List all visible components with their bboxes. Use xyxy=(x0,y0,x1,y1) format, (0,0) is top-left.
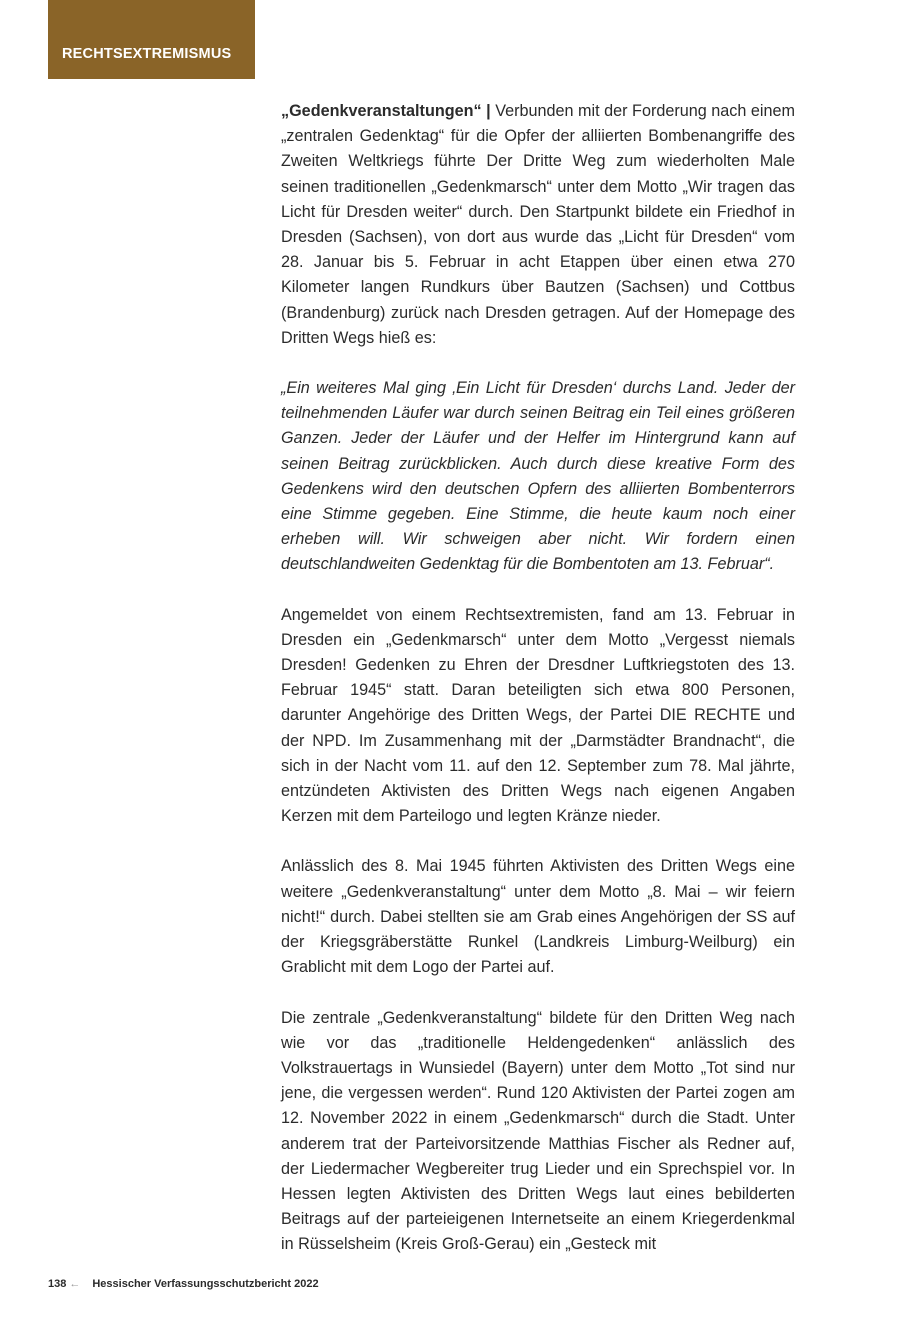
paragraph-gedenkveranstaltungen xyxy=(281,99,795,351)
publication-title: Hessischer Verfassungsschutzbericht 2022 xyxy=(92,1278,319,1290)
paragraph-text: Verbunden mit der Forderung nach einem „zentralen Gedenktag“ für die Opfer der alliierten Bombenangriffe des Zweiten Weltkriegs führte Der Dritte Weg zum wiederholten Male seinen traditionellen „Gedenkmarsch“ unter dem Motto „Wir tragen das Licht für Dresden weiter“ durch. Den Startpunkt bildete ein Friedhof in Dresden (Sachsen), von dort aus wurde das „Licht für Dresden“ vom 28. Januar bis 5. Februar in acht Etappen über einen etwa 270 Kilometer langen Rundkurs über Bautzen (Sachsen) und Cottbus (Brandenburg) zurück nach Dresden getragen. Auf der Homepage des Dritten Wegs hieß es: xyxy=(281,102,795,347)
paragraph-lead: „Gedenkveranstaltungen“ | xyxy=(281,102,491,120)
quote-block: „Ein weiteres Mal ging ‚Ein Licht für Dresden‘ durchs Land. Jeder der teilnehmenden Läufer war durch seinen Beitrag ein Teil eines größeren Ganzen. Jeder der Läufer und der Helfer im Hintergrund kann auf seinen Beitrag zurückblicken. Auch durch diese kreative Form des Gedenkens wird den deutschen Opfern des alliierten Bombenterrors eine Stimme gegeben. Eine Stimme, die heute kaum noch einer erheben will. Wir schweigen aber nicht. Wir fordern einen deutschlandweiten Gedenktag für die Bombentoten am 13. Februar“. xyxy=(281,379,795,574)
paragraph-dresden-march: Angemeldet von einem Rechtsextremisten, fand am 13. Februar in Dresden ein „Gedenkmarsch“ unter dem Motto „Vergesst niemals Dresden! Gedenken zu Ehren der Dresdner Luftkriegstoten des 13. Februar 1945“ statt. Daran beteiligten sich etwa 800 Personen, darunter Angehörige des Dritten Wegs, der Partei DIE RECHTE und der NPD. Im Zusammenhang mit der „Darmstädter Brandnacht“, die sich in der Nacht vom 11. auf den 12. September zum 78. Mal jährte, entzündeten Aktivisten des Dritten Wegs nach eigenen Angaben Kerzen mit dem Parteilogo und legten Kränze nieder. xyxy=(281,605,795,826)
section-title: RECHTSEXTREMISMUS xyxy=(62,46,232,62)
paragraph-8-mai: Anlässlich des 8. Mai 1945 führten Aktivisten des Dritten Wegs eine weitere „Gedenkveranstaltung“ unter dem Motto „8. Mai – wir feiern nicht!“ durch. Dabei stellten sie am Grab eines Angehörigen der SS auf der Kriegsgräberstätte Runkel (Landkreis Limburg-Weilburg) ein Grablicht mit dem Logo der Partei auf. xyxy=(281,857,795,977)
page-number: 138 xyxy=(48,1278,67,1290)
page-footer xyxy=(48,1278,319,1290)
paragraph-heldengedenken: Die zentrale „Gedenkveranstaltung“ bildete für den Dritten Weg nach wie vor das „traditionelle Heldengedenken“ anlässlich des Volkstrauertags in Wunsiedel (Bayern) unter dem Motto „Tot sind nur jene, die vergessen werden“. Rund 120 Aktivisten der Partei zogen am 12. November 2022 in einem „Gedenkmarsch“ durch die Stadt. Unter anderem trat der Parteivorsitzende Matthias Fischer als Redner auf, der Liedermacher Wegbereiter trug Lieder und ein Sprechspiel vor. In Hessen legten Aktivisten des Dritten Wegs laut eines bebilderten Beitrags auf der parteieigenen Internetseite an einem Kriegerdenkmal in Rüsselsheim (Kreis Groß-Gerau) ein „Gesteck mit xyxy=(281,1008,795,1254)
main-text xyxy=(281,99,795,1258)
back-arrow-icon[interactable]: ← xyxy=(69,1278,81,1290)
section-header-tab xyxy=(48,0,255,79)
